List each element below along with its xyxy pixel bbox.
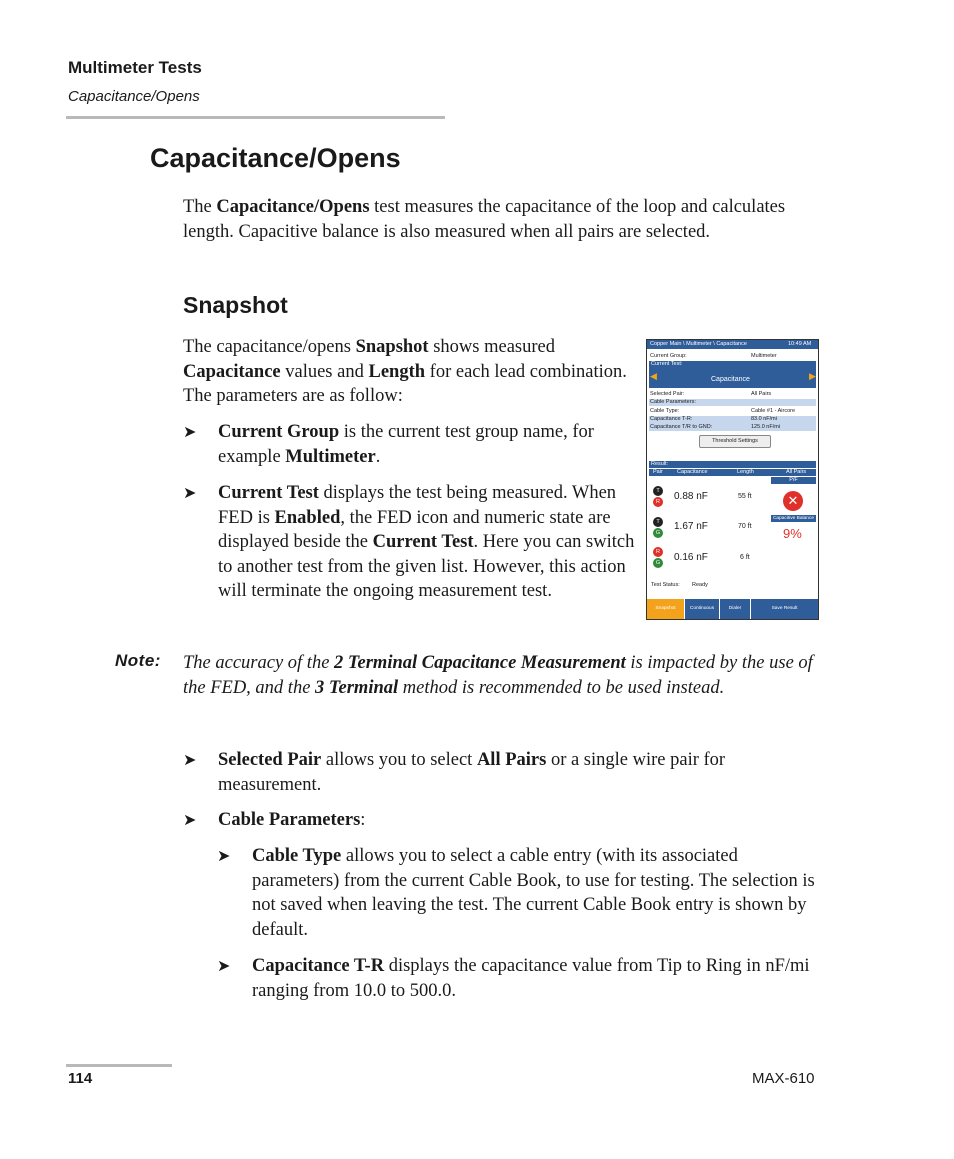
tab-snapshot[interactable]: Snapshot — [647, 599, 684, 619]
device-screenshot — [646, 339, 819, 620]
lead-g-icon: G — [653, 528, 663, 538]
col-capacitance: Capacitance — [677, 469, 708, 475]
current-group-label: Current Group: — [650, 353, 687, 359]
fail-icon: ✕ — [783, 491, 803, 511]
current-test-label: Current Test: — [651, 361, 683, 367]
status-value: Ready — [692, 582, 708, 588]
next-test-arrow-icon[interactable]: ▶ — [809, 371, 816, 381]
running-header-section: Multimeter Tests — [68, 58, 202, 77]
bullet-arrow-icon: ➤ — [183, 485, 197, 502]
intro-paragraph: The Capacitance/Opens test measures the capacitance of the loop and calculates length. Capacitive balance is also measured when all pairs are selected. — [183, 197, 786, 242]
footer-rule — [66, 1064, 172, 1067]
selected-pair-value[interactable]: All Pairs — [751, 391, 772, 397]
cable-type-label: Cable Type: — [650, 408, 680, 414]
bullet-arrow-icon: ➤ — [183, 752, 197, 769]
tab-save-result[interactable]: Save Result — [751, 599, 818, 619]
selected-pair-label: Selected Pair: — [650, 391, 685, 397]
cap-tr-value[interactable]: 83.0 nF/mi — [751, 416, 777, 422]
cap-tr-label: Capacitance T-R: — [650, 416, 693, 422]
page-title: Capacitance/Opens — [150, 143, 401, 173]
header-rule — [66, 116, 445, 119]
prev-test-arrow-icon[interactable]: ◀ — [650, 371, 657, 381]
page-number: 114 — [68, 1070, 93, 1087]
col-pair: Pair — [653, 469, 663, 475]
lead-g-icon: G — [653, 558, 663, 568]
cable-parameters-label: Cable Parameters: — [650, 399, 696, 405]
lead-r-icon: R — [653, 497, 663, 507]
device-breadcrumb: Copper Main \ Multimeter \ Capacitance — [650, 341, 747, 347]
result-bar — [649, 461, 816, 468]
current-test-value: Capacitance — [711, 376, 750, 383]
note-label: Note: — [115, 651, 161, 670]
row-capacitance: 0.16 nF — [674, 552, 708, 563]
tab-continuous[interactable]: Continuous — [685, 599, 719, 619]
result-label: Result: — [651, 461, 669, 467]
balance-label: Capacitive Balance — [772, 516, 815, 521]
row-length: 55 ft — [738, 493, 752, 500]
row-capacitance: 1.67 nF — [674, 521, 708, 532]
snapshot-paragraph: The capacitance/opens Snapshot shows measured Capacitance values and Length for each lead combination. The parameters are as follow: — [183, 337, 627, 406]
lead-t-icon: T — [653, 517, 663, 527]
col-all-pairs: All Pairs — [786, 469, 807, 475]
tab-dialer[interactable]: Dialer — [720, 599, 750, 619]
note-text: The accuracy of the 2 Terminal Capacitance Measurement is impacted by the use of the FED, and the 3 Terminal method is recommended to be used instead. — [183, 653, 813, 698]
lead-r-icon: R — [653, 547, 663, 557]
cap-tg-label: Capacitance T/R to GND: — [650, 424, 713, 430]
bullet-arrow-icon: ➤ — [183, 812, 197, 829]
row-capacitance: 0.88 nF — [674, 491, 708, 502]
cap-tg-value[interactable]: 125.0 nF/mi — [751, 424, 781, 430]
col-length: Length — [737, 469, 754, 475]
balance-value: 9% — [783, 526, 802, 541]
running-header-subsection: Capacitance/Opens — [68, 88, 200, 105]
bullet-arrow-icon: ➤ — [217, 958, 231, 975]
lead-t-icon: T — [653, 486, 663, 496]
status-label: Test Status: — [651, 582, 680, 588]
pf-label: P/F — [771, 477, 816, 484]
device-time: 10:49 AM — [788, 341, 812, 347]
current-group-value: Multimeter — [751, 353, 777, 359]
cable-type-value[interactable]: Cable #1 - Aircore — [751, 408, 796, 414]
row-length: 6 ft — [740, 554, 750, 561]
bullet-arrow-icon: ➤ — [183, 424, 197, 441]
section-heading-snapshot: Snapshot — [183, 292, 288, 318]
threshold-settings-button[interactable]: Threshold Settings — [699, 435, 771, 448]
product-model: MAX-610 — [752, 1070, 815, 1087]
bullet-arrow-icon: ➤ — [217, 848, 231, 865]
row-length: 70 ft — [738, 523, 752, 530]
